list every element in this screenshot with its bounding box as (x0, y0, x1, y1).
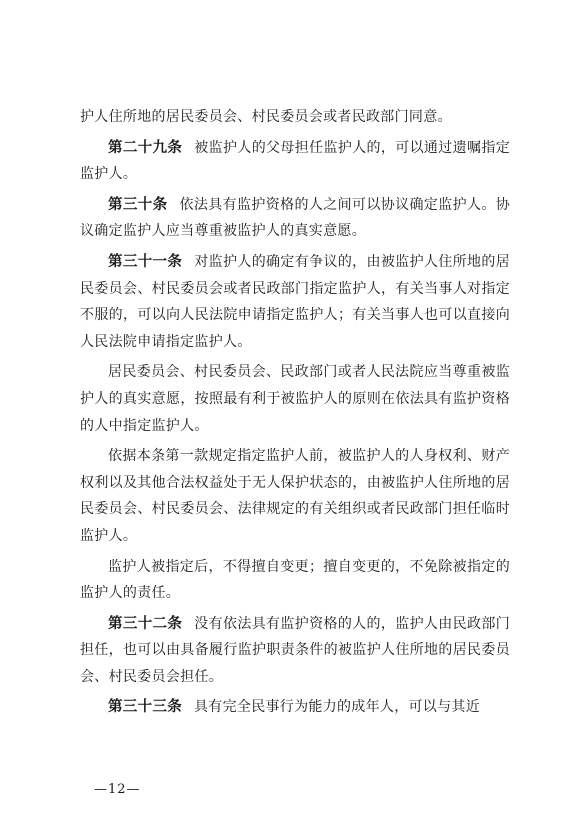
article-heading: 第二十九条 (108, 139, 183, 156)
paragraph-text: 监护人被指定后，不得擅自变更；擅自变更的，不免除被指定的监护人的责任。 (80, 558, 510, 602)
paragraph-text: 依法具有监护资格的人之间可以协议确定监护人。协议确定监护人应当尊重被监护人的真实意愿。 (80, 196, 510, 240)
paragraph-text: 居民委员会、村民委员会、民政部门或者人民法院应当尊重被监护人的真实意愿，按照最有利于被监护人的原则在依法具有监护资格的人中指定监护人。 (80, 364, 510, 434)
paragraph (80, 694, 510, 721)
paragraph (80, 249, 510, 355)
paragraph (80, 135, 510, 188)
paragraph (80, 554, 510, 607)
paragraph-text: 依据本条第一款规定指定监护人前，被监护人的人身权利、财产权利以及其他合法权益处于无人保护状态的，由被监护人住所地的居民委员会、村民委员会、法律规定的有关组织或者民政部门担任临时监护人。 (80, 448, 510, 544)
paragraph (80, 359, 510, 439)
article-heading: 第三十二条 (108, 615, 183, 632)
paragraph-text: 被监护人的父母担任监护人的，可以通过遗嘱指定监护人。 (80, 139, 511, 183)
paragraph (80, 192, 510, 245)
article-heading: 第三十一条 (108, 253, 183, 270)
paragraph-text: 护人住所地的居民委员会、村民委员会或者民政部门同意。 (80, 109, 452, 125)
paragraph (80, 443, 510, 549)
page-number: —12— (94, 782, 141, 797)
paragraph (80, 611, 510, 691)
paragraph-text: 没有依法具有监护资格的人的，监护人由民政部门担任，也可以由具备履行监护职责条件的被监护人住所地的居民委员会、村民委员会担任。 (80, 615, 511, 685)
article-heading: 第三十三条 (108, 699, 182, 716)
article-heading: 第三十条 (108, 196, 168, 213)
paragraph (80, 104, 510, 131)
paragraph-text: 具有完全民事行为能力的成年人，可以与其近 (194, 699, 480, 716)
document-page (80, 104, 510, 725)
paragraph-text: 对监护人的确定有争议的，由被监护人住所地的居民委员会、村民委员会或者民政部门指定监护人，有关当事人对指定不服的，可以向人民法院申请指定监护人；有关当事人也可以直接向人民法院申请指定监护人。 (80, 253, 511, 350)
